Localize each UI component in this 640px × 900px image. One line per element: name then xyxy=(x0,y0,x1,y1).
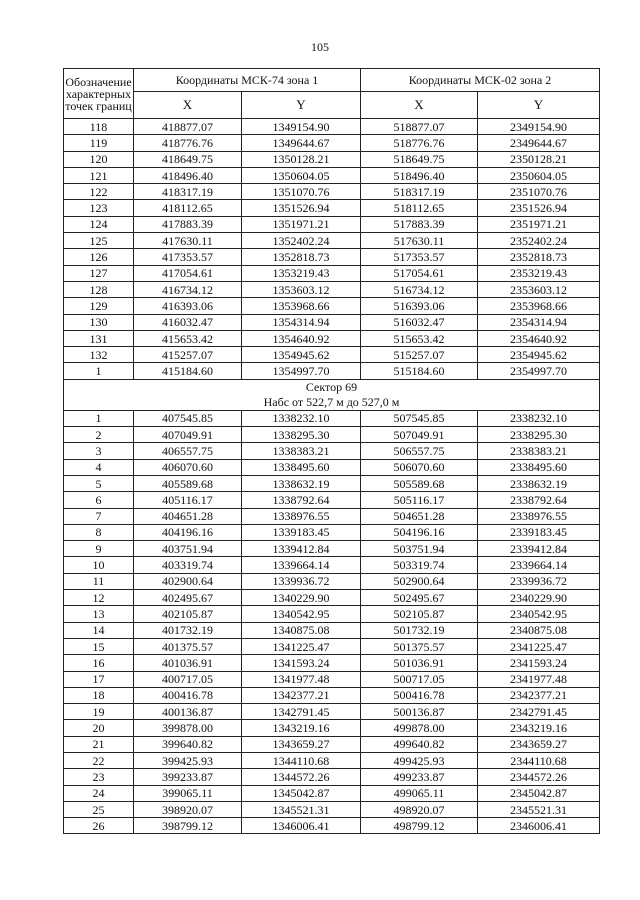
table-row xyxy=(64,508,600,524)
point-id-cell: 132 xyxy=(64,347,134,363)
msk74-y-cell: 1349644.67 xyxy=(242,135,361,151)
msk74-y-cell: 1350128.21 xyxy=(242,151,361,167)
point-id-cell: 4 xyxy=(64,459,134,475)
msk74-x-cell: 417883.39 xyxy=(134,216,242,232)
page-number: 105 xyxy=(311,40,329,54)
point-id-cell: 124 xyxy=(64,216,134,232)
msk74-y-cell: 1345042.87 xyxy=(242,785,361,801)
table-row xyxy=(64,704,600,720)
msk74-x-cell: 399640.82 xyxy=(134,736,242,752)
table-row xyxy=(64,200,600,216)
msk74-x-cell: 399233.87 xyxy=(134,769,242,785)
msk02-y-cell: 2340229.90 xyxy=(478,590,600,606)
msk74-x-cell: 416032.47 xyxy=(134,314,242,330)
msk74-y-cell: 1346006.41 xyxy=(242,818,361,834)
sector-row xyxy=(64,379,600,410)
msk74-y-cell: 1354997.70 xyxy=(242,363,361,379)
msk74-x-cell: 415257.07 xyxy=(134,347,242,363)
point-id-cell: 130 xyxy=(64,314,134,330)
table-row xyxy=(64,427,600,443)
msk74-x-cell: 399878.00 xyxy=(134,720,242,736)
msk74-y-cell: 1344572.26 xyxy=(242,769,361,785)
msk02-x-cell: 516734.12 xyxy=(361,281,478,297)
msk02-x-cell: 504651.28 xyxy=(361,508,478,524)
msk74-y-cell: 1345521.31 xyxy=(242,801,361,817)
msk02-x-cell: 498920.07 xyxy=(361,801,478,817)
msk02-x-cell: 500717.05 xyxy=(361,671,478,687)
msk74-header: Координаты МСК-74 зона 1 xyxy=(134,69,361,92)
point-id-cell: 25 xyxy=(64,801,134,817)
point-id-cell: 2 xyxy=(64,427,134,443)
msk74-x-cell: 406070.60 xyxy=(134,459,242,475)
sector-subtitle: Набс от 522,7 м до 527,0 м xyxy=(263,394,400,409)
table-row xyxy=(64,167,600,183)
point-id-cell: 22 xyxy=(64,752,134,768)
table-row xyxy=(64,298,600,314)
point-id-cell: 23 xyxy=(64,769,134,785)
point-id-cell: 9 xyxy=(64,541,134,557)
msk02-y-cell: 2343219.16 xyxy=(478,720,600,736)
point-id-cell: 17 xyxy=(64,671,134,687)
msk02-y-cell: 2340542.95 xyxy=(478,606,600,622)
point-id-cell: 3 xyxy=(64,443,134,459)
msk74-y-cell: 1338792.64 xyxy=(242,492,361,508)
msk02-y-cell: 2345521.31 xyxy=(478,801,600,817)
point-id-cell: 14 xyxy=(64,622,134,638)
table-row xyxy=(64,606,600,622)
msk74-y-cell: 1341593.24 xyxy=(242,655,361,671)
msk74-x-cell: 403319.74 xyxy=(134,557,242,573)
msk74-x-cell: 403751.94 xyxy=(134,541,242,557)
msk74-x-cell: 415653.42 xyxy=(134,330,242,346)
msk74-y-cell: 1339936.72 xyxy=(242,573,361,589)
msk02-x-cell: 499640.82 xyxy=(361,736,478,752)
coordinates-table xyxy=(63,68,600,834)
table-row xyxy=(64,541,600,557)
point-id-cell: 118 xyxy=(64,119,134,135)
point-id-cell: 18 xyxy=(64,687,134,703)
msk74-y-cell: 1349154.90 xyxy=(242,119,361,135)
msk74-y-cell: 1354945.62 xyxy=(242,347,361,363)
msk74-y-cell: 1353603.12 xyxy=(242,281,361,297)
msk74-x-cell: 418112.65 xyxy=(134,200,242,216)
msk74-y-cell: 1353968.66 xyxy=(242,298,361,314)
table-row xyxy=(64,655,600,671)
table-row xyxy=(64,347,600,363)
msk02-y-cell: 2353968.66 xyxy=(478,298,600,314)
point-id-cell: 1 xyxy=(64,410,134,426)
msk02-x-cell: 498799.12 xyxy=(361,818,478,834)
point-id-cell: 126 xyxy=(64,249,134,265)
msk02-y-cell: 2344110.68 xyxy=(478,752,600,768)
point-id-cell: 1 xyxy=(64,363,134,379)
table-row xyxy=(64,557,600,573)
msk02-x-cell: 515653.42 xyxy=(361,330,478,346)
msk02-y-cell: 2338232.10 xyxy=(478,410,600,426)
msk74-x-cell: 399425.93 xyxy=(134,752,242,768)
table-row xyxy=(64,330,600,346)
msk02-y-cell: 2353603.12 xyxy=(478,281,600,297)
msk74-x-cell: 418776.76 xyxy=(134,135,242,151)
point-id-cell: 12 xyxy=(64,590,134,606)
msk02-y-cell: 2338632.19 xyxy=(478,475,600,491)
point-id-cell: 125 xyxy=(64,233,134,249)
msk74-y-cell: 1351971.21 xyxy=(242,216,361,232)
msk02-y-cell: 2339664.14 xyxy=(478,557,600,573)
point-id-cell: 128 xyxy=(64,281,134,297)
msk74-x-cell: 418317.19 xyxy=(134,184,242,200)
point-id-cell: 7 xyxy=(64,508,134,524)
msk02-x-cell: 499425.93 xyxy=(361,752,478,768)
rows-group-b xyxy=(64,410,600,834)
table-row xyxy=(64,314,600,330)
msk02-x-cell: 499233.87 xyxy=(361,769,478,785)
msk02-y-cell: 2350128.21 xyxy=(478,151,600,167)
msk74-x-cell: 405116.17 xyxy=(134,492,242,508)
msk74-y-header: Y xyxy=(242,92,361,119)
msk74-x-cell: 402105.87 xyxy=(134,606,242,622)
msk74-y-cell: 1338976.55 xyxy=(242,508,361,524)
msk74-y-cell: 1338232.10 xyxy=(242,410,361,426)
msk74-x-cell: 400717.05 xyxy=(134,671,242,687)
msk02-x-cell: 501732.19 xyxy=(361,622,478,638)
msk74-x-cell: 401036.91 xyxy=(134,655,242,671)
msk02-x-cell: 517054.61 xyxy=(361,265,478,281)
msk74-y-cell: 1353219.43 xyxy=(242,265,361,281)
msk74-y-cell: 1339183.45 xyxy=(242,524,361,540)
msk02-x-cell: 501375.57 xyxy=(361,638,478,654)
msk02-x-cell: 505589.68 xyxy=(361,475,478,491)
msk02-y-cell: 2338295.30 xyxy=(478,427,600,443)
msk02-x-cell: 506070.60 xyxy=(361,459,478,475)
point-id-cell: 131 xyxy=(64,330,134,346)
msk02-y-cell: 2346006.41 xyxy=(478,818,600,834)
table-row xyxy=(64,671,600,687)
point-id-cell: 6 xyxy=(64,492,134,508)
msk74-x-cell: 400416.78 xyxy=(134,687,242,703)
msk02-x-cell: 507049.91 xyxy=(361,427,478,443)
table-row xyxy=(64,151,600,167)
msk02-y-cell: 2354997.70 xyxy=(478,363,600,379)
msk02-x-cell: 499065.11 xyxy=(361,785,478,801)
msk02-header: Координаты МСК-02 зона 2 xyxy=(361,69,600,92)
point-id-cell: 19 xyxy=(64,704,134,720)
msk02-x-cell: 518496.40 xyxy=(361,167,478,183)
rows-group-a xyxy=(64,119,600,380)
point-id-cell: 5 xyxy=(64,475,134,491)
msk74-y-cell: 1354640.92 xyxy=(242,330,361,346)
table-row xyxy=(64,475,600,491)
msk02-x-cell: 502900.64 xyxy=(361,573,478,589)
point-id-cell: 127 xyxy=(64,265,134,281)
msk02-y-cell: 2338792.64 xyxy=(478,492,600,508)
point-id-cell: 15 xyxy=(64,638,134,654)
msk74-x-cell: 405589.68 xyxy=(134,475,242,491)
msk74-y-cell: 1340875.08 xyxy=(242,622,361,638)
msk74-y-cell: 1343219.16 xyxy=(242,720,361,736)
msk74-y-cell: 1340542.95 xyxy=(242,606,361,622)
msk02-y-cell: 2342791.45 xyxy=(478,704,600,720)
table-row xyxy=(64,410,600,426)
msk02-y-cell: 2338976.55 xyxy=(478,508,600,524)
point-id-cell: 120 xyxy=(64,151,134,167)
msk02-x-cell: 515184.60 xyxy=(361,363,478,379)
msk74-x-cell: 417054.61 xyxy=(134,265,242,281)
msk02-y-cell: 2339936.72 xyxy=(478,573,600,589)
table-row xyxy=(64,801,600,817)
msk02-x-cell: 503751.94 xyxy=(361,541,478,557)
msk02-x-cell: 500136.87 xyxy=(361,704,478,720)
msk02-y-cell: 2352818.73 xyxy=(478,249,600,265)
msk02-x-cell: 518112.65 xyxy=(361,200,478,216)
msk02-y-cell: 2353219.43 xyxy=(478,265,600,281)
msk74-y-cell: 1350604.05 xyxy=(242,167,361,183)
msk02-y-cell: 2349154.90 xyxy=(478,119,600,135)
msk74-y-cell: 1343659.27 xyxy=(242,736,361,752)
table-row xyxy=(64,233,600,249)
table-row xyxy=(64,249,600,265)
msk02-x-cell: 517883.39 xyxy=(361,216,478,232)
msk74-x-cell: 418649.75 xyxy=(134,151,242,167)
msk74-y-cell: 1342791.45 xyxy=(242,704,361,720)
table-row xyxy=(64,573,600,589)
msk02-y-cell: 2341225.47 xyxy=(478,638,600,654)
msk74-x-header: X xyxy=(134,92,242,119)
point-label-header: Обозначение характерных точек границ xyxy=(64,69,134,119)
msk74-y-cell: 1338632.19 xyxy=(242,475,361,491)
msk02-x-cell: 502495.67 xyxy=(361,590,478,606)
msk02-x-cell: 516032.47 xyxy=(361,314,478,330)
msk02-y-cell: 2341977.48 xyxy=(478,671,600,687)
msk74-x-cell: 401375.57 xyxy=(134,638,242,654)
point-id-cell: 119 xyxy=(64,135,134,151)
table-row xyxy=(64,752,600,768)
table-row xyxy=(64,622,600,638)
msk02-x-cell: 518877.07 xyxy=(361,119,478,135)
table-row xyxy=(64,590,600,606)
point-id-cell: 10 xyxy=(64,557,134,573)
table-row xyxy=(64,135,600,151)
msk02-y-cell: 2354640.92 xyxy=(478,330,600,346)
msk74-x-cell: 417353.57 xyxy=(134,249,242,265)
msk02-y-cell: 2352402.24 xyxy=(478,233,600,249)
point-id-cell: 21 xyxy=(64,736,134,752)
msk02-x-cell: 517630.11 xyxy=(361,233,478,249)
msk74-x-cell: 416393.06 xyxy=(134,298,242,314)
msk02-x-cell: 518649.75 xyxy=(361,151,478,167)
msk74-x-cell: 401732.19 xyxy=(134,622,242,638)
msk74-x-cell: 398920.07 xyxy=(134,801,242,817)
msk02-x-cell: 501036.91 xyxy=(361,655,478,671)
msk74-y-cell: 1339664.14 xyxy=(242,557,361,573)
table-row xyxy=(64,769,600,785)
point-id-cell: 11 xyxy=(64,573,134,589)
msk74-y-cell: 1341977.48 xyxy=(242,671,361,687)
table-row xyxy=(64,785,600,801)
table-row xyxy=(64,184,600,200)
msk74-y-cell: 1351070.76 xyxy=(242,184,361,200)
point-id-cell: 8 xyxy=(64,524,134,540)
point-id-cell: 20 xyxy=(64,720,134,736)
msk74-x-cell: 404196.16 xyxy=(134,524,242,540)
msk74-x-cell: 404651.28 xyxy=(134,508,242,524)
msk02-x-cell: 502105.87 xyxy=(361,606,478,622)
msk74-x-cell: 418877.07 xyxy=(134,119,242,135)
point-id-cell: 122 xyxy=(64,184,134,200)
msk02-y-cell: 2354314.94 xyxy=(478,314,600,330)
msk74-y-cell: 1344110.68 xyxy=(242,752,361,768)
msk02-y-cell: 2338495.60 xyxy=(478,459,600,475)
msk74-y-cell: 1338383.21 xyxy=(242,443,361,459)
table-row xyxy=(64,363,600,379)
table-header xyxy=(64,69,600,119)
msk02-x-cell: 516393.06 xyxy=(361,298,478,314)
msk02-x-header: X xyxy=(361,92,478,119)
table-row xyxy=(64,216,600,232)
sector-row-group xyxy=(64,379,600,410)
msk02-y-cell: 2342377.21 xyxy=(478,687,600,703)
point-id-cell: 129 xyxy=(64,298,134,314)
msk02-y-cell: 2343659.27 xyxy=(478,736,600,752)
point-id-cell: 24 xyxy=(64,785,134,801)
table-row xyxy=(64,638,600,654)
msk74-y-cell: 1338295.30 xyxy=(242,427,361,443)
msk74-x-cell: 416734.12 xyxy=(134,281,242,297)
table-row xyxy=(64,687,600,703)
msk02-y-cell: 2351526.94 xyxy=(478,200,600,216)
msk02-x-cell: 499878.00 xyxy=(361,720,478,736)
point-id-cell: 121 xyxy=(64,167,134,183)
msk02-y-cell: 2349644.67 xyxy=(478,135,600,151)
msk02-x-cell: 500416.78 xyxy=(361,687,478,703)
msk74-x-cell: 406557.75 xyxy=(134,443,242,459)
msk74-x-cell: 398799.12 xyxy=(134,818,242,834)
msk74-x-cell: 399065.11 xyxy=(134,785,242,801)
table-row xyxy=(64,818,600,834)
msk74-y-cell: 1342377.21 xyxy=(242,687,361,703)
point-id-cell: 16 xyxy=(64,655,134,671)
sector-cell xyxy=(64,379,600,410)
msk02-y-cell: 2338383.21 xyxy=(478,443,600,459)
msk02-y-cell: 2350604.05 xyxy=(478,167,600,183)
msk02-y-cell: 2340875.08 xyxy=(478,622,600,638)
msk02-y-header: Y xyxy=(478,92,600,119)
msk74-y-cell: 1341225.47 xyxy=(242,638,361,654)
msk02-y-cell: 2351971.21 xyxy=(478,216,600,232)
table-row xyxy=(64,736,600,752)
table-row xyxy=(64,265,600,281)
table-row xyxy=(64,119,600,135)
msk74-x-cell: 415184.60 xyxy=(134,363,242,379)
table-row xyxy=(64,720,600,736)
msk02-y-cell: 2339412.84 xyxy=(478,541,600,557)
msk74-y-cell: 1354314.94 xyxy=(242,314,361,330)
msk02-x-cell: 503319.74 xyxy=(361,557,478,573)
msk02-x-cell: 517353.57 xyxy=(361,249,478,265)
msk02-x-cell: 515257.07 xyxy=(361,347,478,363)
msk02-y-cell: 2351070.76 xyxy=(478,184,600,200)
table-row xyxy=(64,281,600,297)
msk74-y-cell: 1339412.84 xyxy=(242,541,361,557)
table-row xyxy=(64,492,600,508)
msk02-y-cell: 2345042.87 xyxy=(478,785,600,801)
msk74-y-cell: 1340229.90 xyxy=(242,590,361,606)
point-id-cell: 123 xyxy=(64,200,134,216)
msk74-y-cell: 1352818.73 xyxy=(242,249,361,265)
sector-title: Сектор 69 xyxy=(305,379,358,394)
msk74-x-cell: 402495.67 xyxy=(134,590,242,606)
msk02-x-cell: 505116.17 xyxy=(361,492,478,508)
table-row xyxy=(64,459,600,475)
msk74-x-cell: 400136.87 xyxy=(134,704,242,720)
table-row xyxy=(64,524,600,540)
msk02-y-cell: 2344572.26 xyxy=(478,769,600,785)
msk74-x-cell: 407545.85 xyxy=(134,410,242,426)
point-id-cell: 13 xyxy=(64,606,134,622)
msk74-x-cell: 402900.64 xyxy=(134,573,242,589)
msk74-x-cell: 417630.11 xyxy=(134,233,242,249)
msk02-x-cell: 518776.76 xyxy=(361,135,478,151)
msk74-x-cell: 407049.91 xyxy=(134,427,242,443)
msk74-y-cell: 1352402.24 xyxy=(242,233,361,249)
msk74-y-cell: 1338495.60 xyxy=(242,459,361,475)
msk02-x-cell: 506557.75 xyxy=(361,443,478,459)
msk74-x-cell: 418496.40 xyxy=(134,167,242,183)
table-row xyxy=(64,443,600,459)
msk74-y-cell: 1351526.94 xyxy=(242,200,361,216)
msk02-y-cell: 2339183.45 xyxy=(478,524,600,540)
msk02-y-cell: 2341593.24 xyxy=(478,655,600,671)
msk02-x-cell: 507545.85 xyxy=(361,410,478,426)
msk02-x-cell: 504196.16 xyxy=(361,524,478,540)
msk02-x-cell: 518317.19 xyxy=(361,184,478,200)
point-id-cell: 26 xyxy=(64,818,134,834)
msk02-y-cell: 2354945.62 xyxy=(478,347,600,363)
